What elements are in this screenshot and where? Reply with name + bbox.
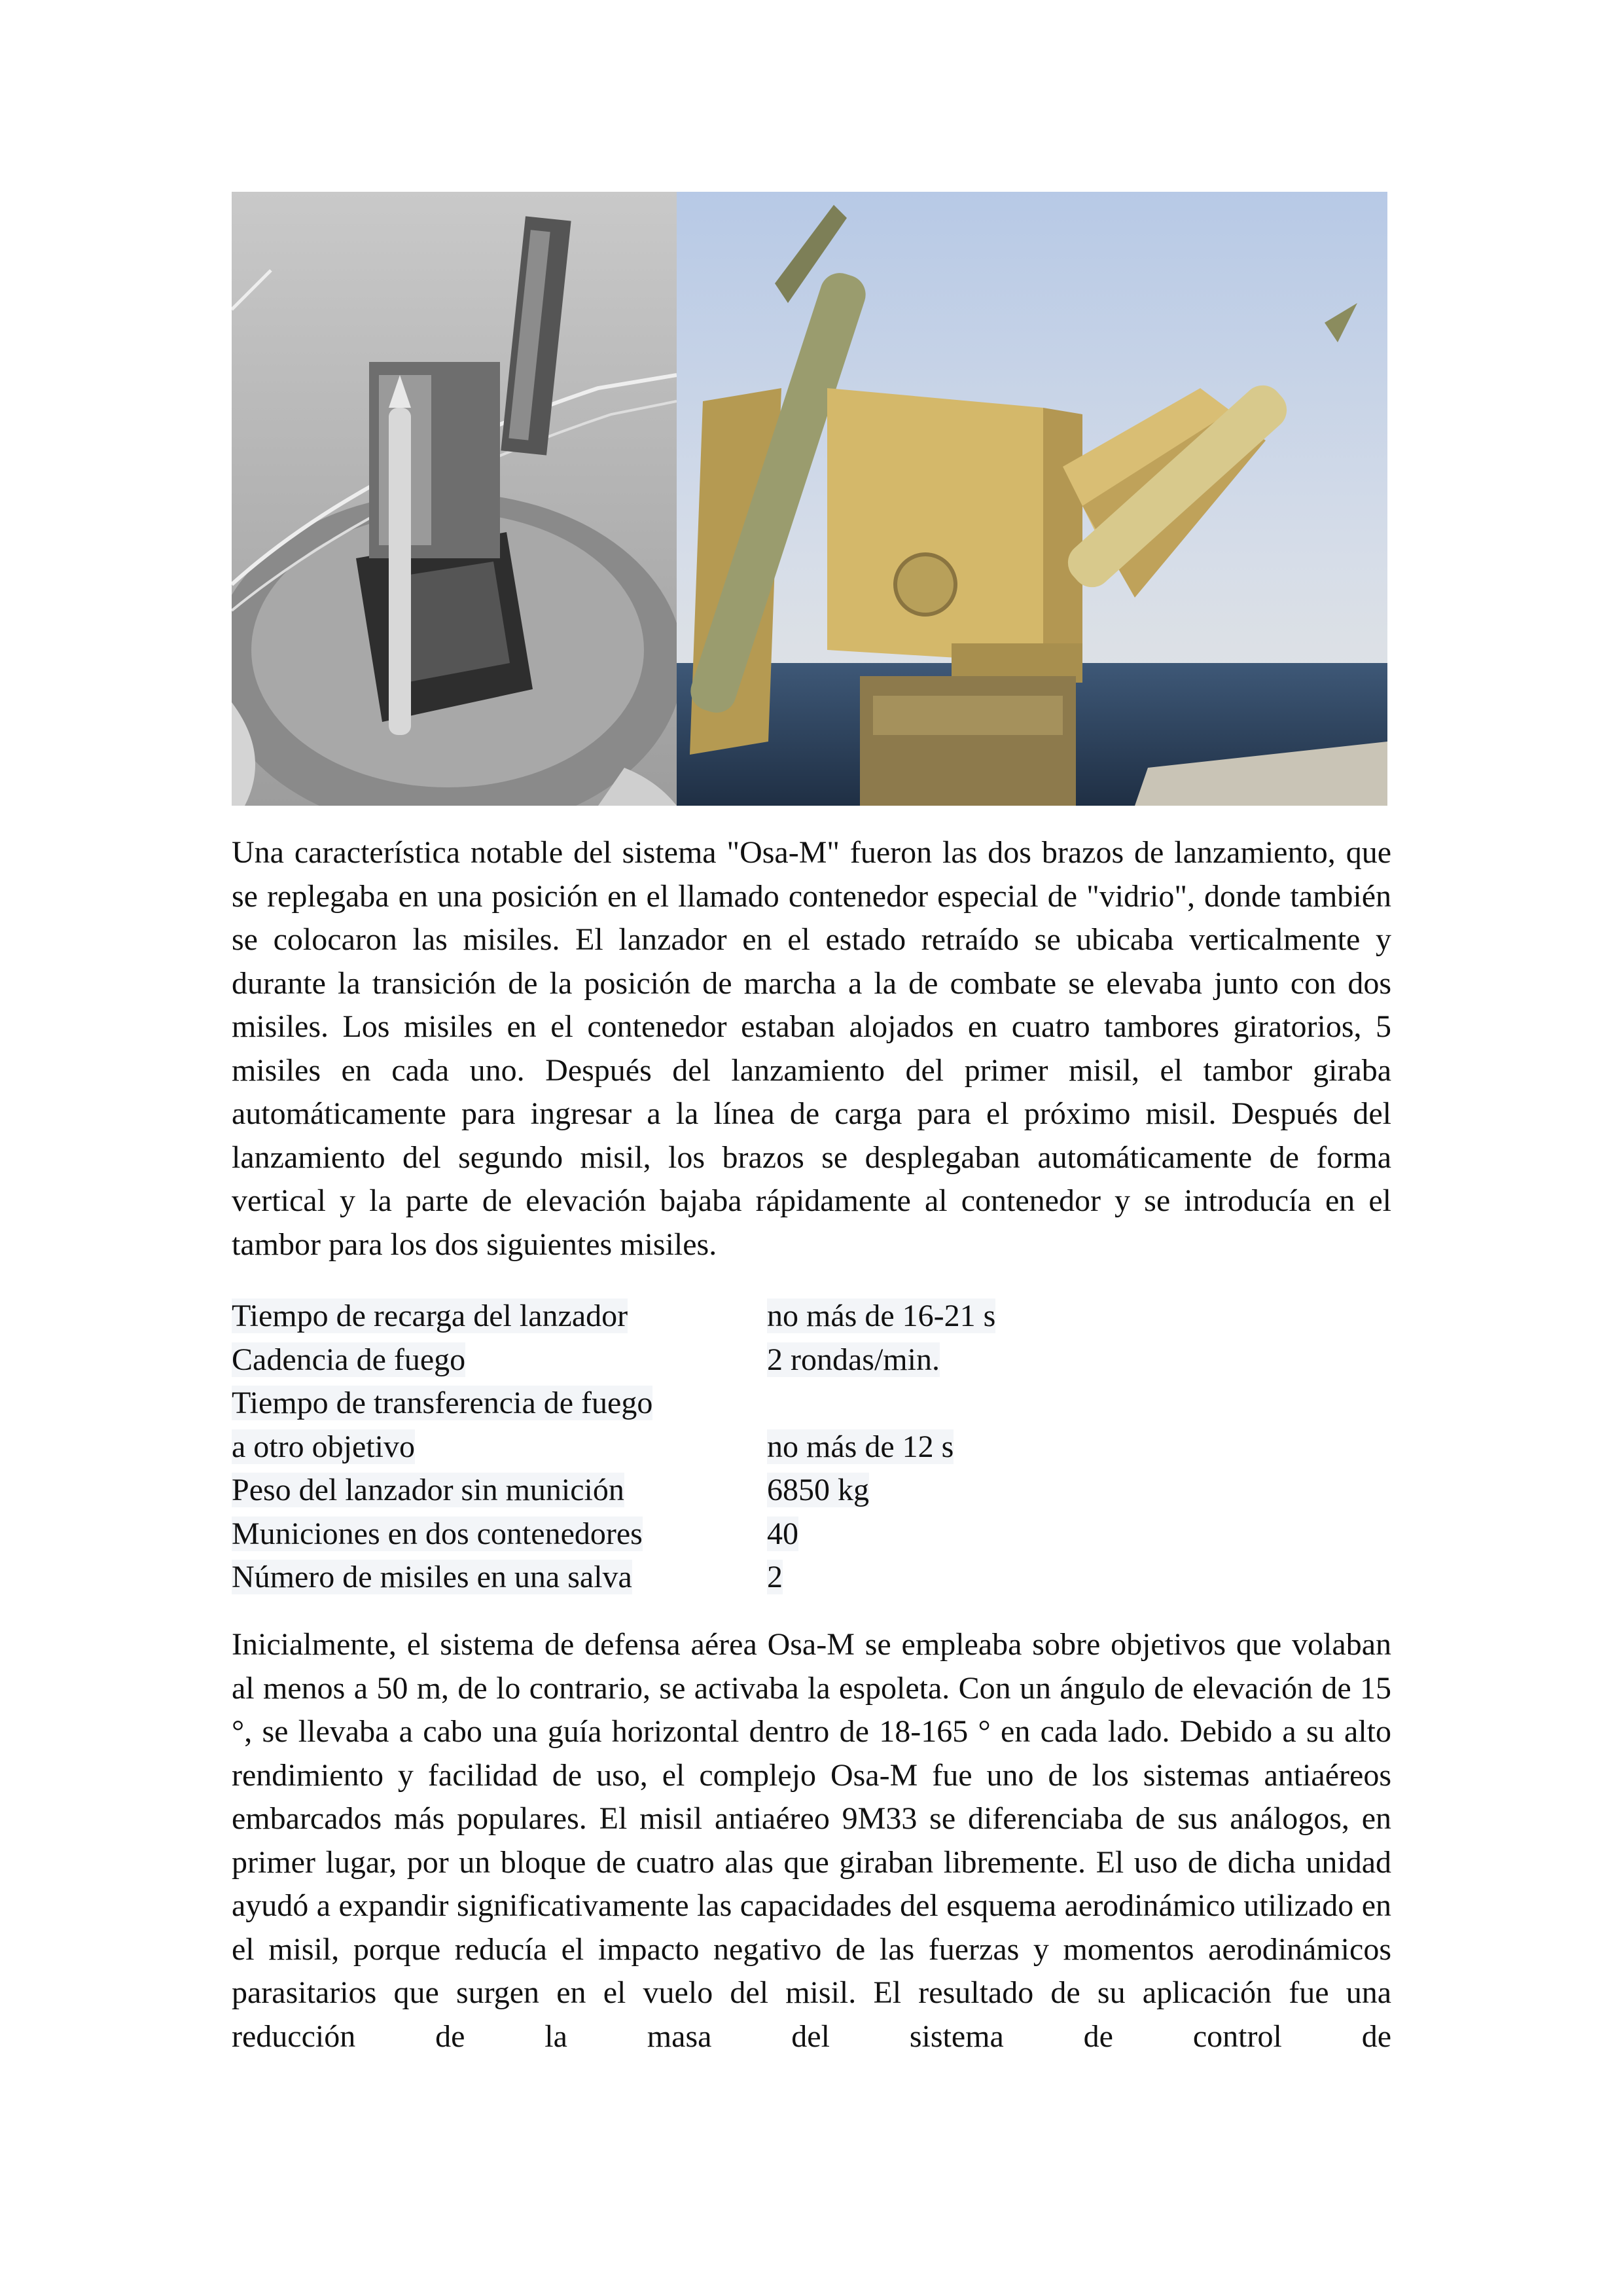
intro-paragraph: Una característica notable del sistema "Osa-M" fueron las dos brazos de lanzamiento, que se replegaba en una posición en el llamado contenedor especial de "vidrio", donde también se colocaron las misiles. El lanzador en el estado retraído se ubicaba verticalmente y durante la transición de la posición de marcha a la de combate se elevaba junto con dos misiles. Los misiles en el contenedor estaban alojados en cuatro tambores giratorios, 5 misiles en cada uno. Después del lanzamiento del primer misil, el tambor giraba automáticamente para ingresar a la línea de carga para el próximo misil. Después del lanzamiento del segundo misil, los brazos se desplegaban automáticamente de forma vertical y la parte de elevación bajaba rápidamente al contenedor y se introducía en el tambor para los dos siguientes misiles. (232, 835, 1391, 1262)
spec-row (232, 1338, 1225, 1382)
spec-label: Número de misiles en una salva (232, 1560, 632, 1594)
spec-row (232, 1469, 1225, 1513)
spec-label: Peso del lanzador sin munición (232, 1473, 624, 1507)
spec-label: Tiempo de transferencia de fuego (232, 1386, 653, 1420)
spec-value: 40 (767, 1516, 798, 1551)
launcher-specs-table (232, 1295, 1225, 1600)
spec-row (232, 1556, 1225, 1600)
spec-label: a otro objetivo (232, 1429, 415, 1464)
spec-value: 2 (767, 1560, 783, 1594)
spec-value: 6850 kg (767, 1473, 869, 1507)
spec-row (232, 1426, 1225, 1469)
spec-label: Municiones en dos contenedores (232, 1516, 643, 1551)
spec-row (232, 1382, 1225, 1426)
spec-row (232, 1513, 1225, 1556)
spec-value: no más de 12 s (767, 1429, 954, 1464)
launcher-photos (232, 192, 1387, 806)
spec-value: 2 rondas/min. (767, 1342, 940, 1377)
spec-label: Tiempo de recarga del lanzador (232, 1299, 628, 1333)
spec-value: no más de 16-21 s (767, 1299, 996, 1333)
spec-row (232, 1295, 1225, 1338)
spec-label: Cadencia de fuego (232, 1342, 466, 1377)
launcher-deployed-photo (677, 192, 1387, 806)
launcher-retracted-photo (232, 192, 677, 806)
body-paragraph: Inicialmente, el sistema de defensa aérea Osa-M se empleaba sobre objetivos que volaban al menos a 50 m, de lo contrario, se activaba la espoleta. Con un ángulo de elevación de 15 °, se llevaba a cabo una guía horizontal dentro de 18-165 ° en cada lado. Debido a su alto rendimiento y facilidad de uso, el complejo Osa-M fue uno de los sistemas antiaéreos embarcados más populares. El misil antiaéreo 9M33 se diferenciaba de sus análogos, en primer lugar, por un bloque de cuatro alas que giraban libremente. El uso de dicha unidad ayudó a expandir significativamente las capacidades del esquema aerodinámico utilizado en el misil, porque reducía el impacto negativo de las fuerzas y momentos aerodinámicos parasitarios que surgen en el vuelo del misil. El resultado de su aplicación fue una reducción de la masa del sistema de control de (232, 1627, 1391, 2054)
